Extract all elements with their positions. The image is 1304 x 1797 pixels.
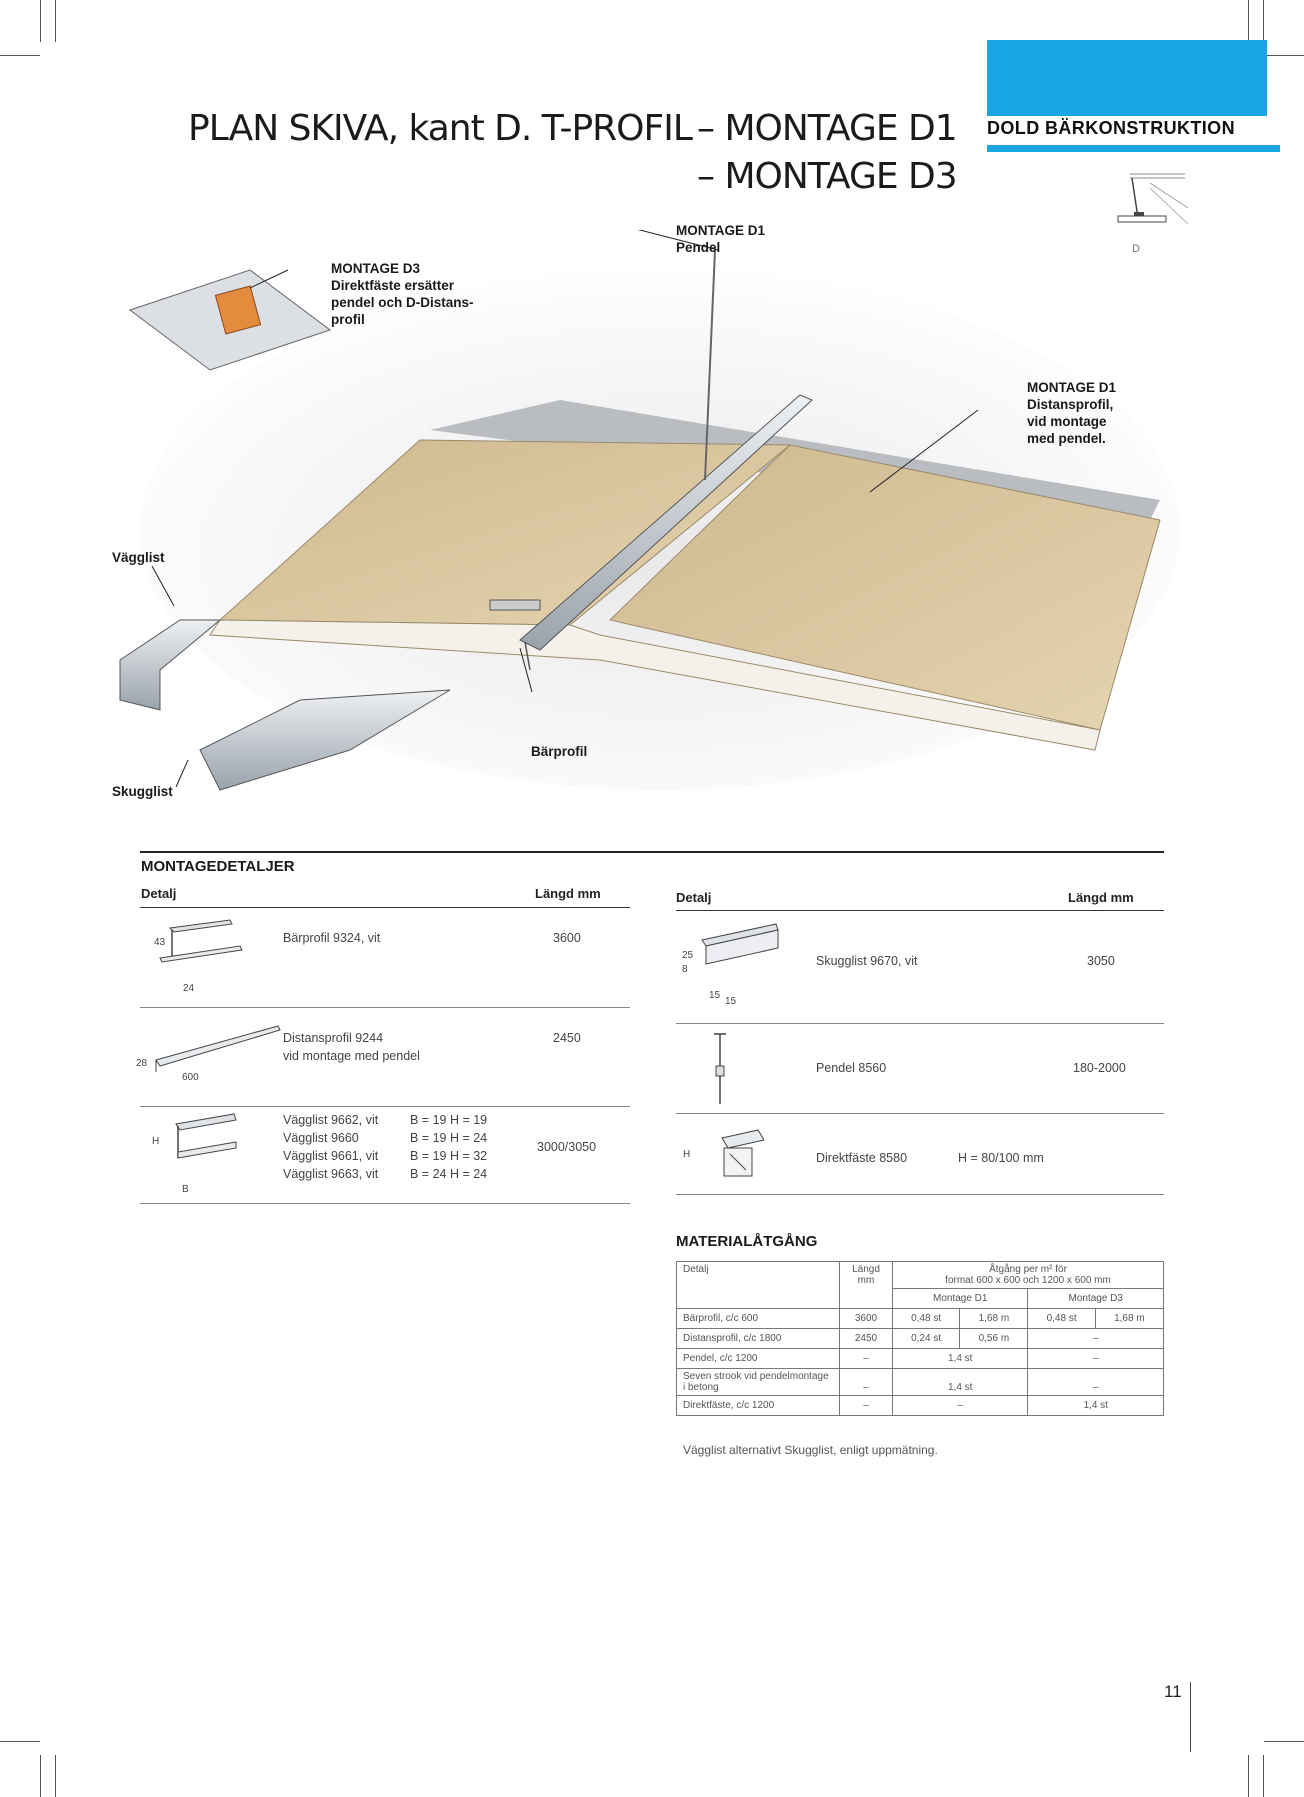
crop-mark xyxy=(40,1755,41,1797)
table-header-cell: Montage D3 xyxy=(1028,1289,1164,1309)
montage-d3-heading: – MONTAGE D3 xyxy=(697,156,957,197)
left-col-length-header: Längd mm xyxy=(535,886,601,901)
table-cell xyxy=(677,1369,840,1396)
row-divider xyxy=(140,1106,630,1107)
pendel-drawing xyxy=(700,1030,740,1110)
right-col-detail-header: Detalj xyxy=(676,890,712,905)
table-cell: – xyxy=(840,1349,893,1369)
item-name: Vägglist 9660 xyxy=(283,1131,359,1145)
callout-skugglist: Skugglist xyxy=(112,784,173,799)
item-name: Vägglist 9661, vit xyxy=(283,1149,379,1163)
table-cell: – xyxy=(1028,1349,1164,1369)
row-divider xyxy=(676,1194,1164,1195)
callout-d1-distans xyxy=(1027,379,1116,447)
vagglist-drawing xyxy=(150,1112,250,1182)
dim-label: 24 xyxy=(183,983,195,994)
montage-d1-heading: – MONTAGE D1 xyxy=(697,108,957,149)
table-cell: Bärprofil, c/c 600 xyxy=(677,1309,840,1329)
table-row xyxy=(677,1396,1164,1416)
item-name: Pendel 8560 xyxy=(816,1061,887,1075)
page-title: PLAN SKIVA, kant D. T-PROFIL xyxy=(188,108,692,149)
row-divider xyxy=(676,910,1164,911)
dim-label: 15 xyxy=(709,990,721,1001)
dim-label: 600 xyxy=(182,1072,199,1083)
table-cell: 0,48 st xyxy=(1028,1309,1095,1329)
crop-mark xyxy=(55,1755,56,1797)
callout-line: MONTAGE D1 xyxy=(1027,380,1117,395)
dim-label: B xyxy=(182,1184,189,1195)
cell-line: i betong xyxy=(683,1382,719,1393)
item-spec: B = 19 H = 19 xyxy=(410,1113,488,1127)
montagedetaljer-heading: MONTAGEDETALJER xyxy=(141,858,295,875)
table-cell: 0,56 m xyxy=(960,1329,1028,1349)
crop-mark xyxy=(1264,1741,1304,1742)
dim-label: 28 xyxy=(136,1058,148,1069)
row-divider xyxy=(676,1023,1164,1024)
crop-mark xyxy=(1263,1755,1264,1797)
header-length-line: mm xyxy=(857,1275,875,1286)
table-cell: 0,48 st xyxy=(893,1309,960,1329)
table-header-cell xyxy=(677,1262,840,1309)
distansprofil-drawing xyxy=(150,1018,290,1078)
callout-line: pendel och D-Distans- xyxy=(331,295,474,310)
crop-mark xyxy=(1248,1755,1249,1797)
item-spec: B = 19 H = 32 xyxy=(410,1149,488,1163)
material-table xyxy=(676,1261,1164,1416)
item-length: 2450 xyxy=(553,1031,581,1045)
crop-mark xyxy=(1248,0,1249,42)
table-cell: – xyxy=(893,1396,1028,1416)
material-note: Vägglist alternativt Skugglist, enligt uppmätning. xyxy=(683,1443,938,1457)
dim-label: 25 xyxy=(682,950,694,961)
table-row xyxy=(677,1349,1164,1369)
category-tab xyxy=(987,40,1267,116)
table-header-cell xyxy=(893,1262,1164,1289)
dim-label: 43 xyxy=(154,937,166,948)
item-length: 3600 xyxy=(553,931,581,945)
barprofil-drawing xyxy=(150,918,250,988)
table-row xyxy=(677,1369,1164,1396)
crop-mark xyxy=(0,1741,40,1742)
item-name: Vägglist 9662, vit xyxy=(283,1113,379,1127)
table-header-row xyxy=(677,1262,1164,1289)
row-divider xyxy=(140,907,630,908)
item-spec: H = 80/100 mm xyxy=(958,1151,1044,1165)
table-header-cell xyxy=(840,1262,893,1309)
crop-mark xyxy=(0,55,40,56)
callout-line: Direktfäste ersätter xyxy=(331,278,455,293)
table-cell: 1,4 st xyxy=(1028,1396,1164,1416)
dim-label: H xyxy=(152,1136,160,1147)
header-need-line: format 600 x 600 och 1200 x 600 mm xyxy=(945,1275,1111,1286)
callout-line: MONTAGE D1 xyxy=(676,223,766,238)
item-name: Skugglist 9670, vit xyxy=(816,954,918,968)
table-cell: 1,68 m xyxy=(960,1309,1028,1329)
table-header-cell: Montage D1 xyxy=(893,1289,1028,1309)
table-cell: 1,68 m xyxy=(1095,1309,1163,1329)
row-divider xyxy=(140,1203,630,1204)
table-cell: Pendel, c/c 1200 xyxy=(677,1349,840,1369)
callout-line: Pendel xyxy=(676,240,721,255)
callout-d1-pendel xyxy=(676,222,765,256)
category-underline xyxy=(987,145,1280,152)
item-name: Distansprofil 9244 xyxy=(283,1031,384,1045)
crop-mark xyxy=(40,0,41,42)
dim-label: H xyxy=(683,1149,691,1160)
crop-mark xyxy=(1264,55,1304,56)
callout-d3 xyxy=(331,260,474,328)
header-detail: Detalj xyxy=(683,1264,709,1275)
callout-line: Distansprofil, xyxy=(1027,397,1114,412)
edge-code-label: D xyxy=(1132,243,1140,255)
callout-line: med pendel. xyxy=(1027,431,1106,446)
item-length: 180-2000 xyxy=(1073,1061,1126,1075)
page-number: 11 xyxy=(1164,1682,1182,1701)
ceiling-assembly-illustration xyxy=(100,230,1180,830)
table-cell: 1,4 st xyxy=(893,1369,1028,1396)
callout-line: profil xyxy=(331,312,365,327)
table-cell: Distansprofil, c/c 1800 xyxy=(677,1329,840,1349)
skugglist-drawing xyxy=(690,922,790,982)
direktfaste-drawing xyxy=(700,1124,780,1184)
callout-vagglist: Vägglist xyxy=(112,550,165,565)
header-length-line: Längd xyxy=(852,1264,880,1275)
left-col-detail-header: Detalj xyxy=(141,886,177,901)
table-row xyxy=(677,1329,1164,1349)
crop-mark xyxy=(1263,0,1264,42)
page-number-rule xyxy=(1190,1682,1191,1752)
right-col-length-header: Längd mm xyxy=(1068,890,1134,905)
table-cell: 3600 xyxy=(840,1309,893,1329)
table-cell: 0,24 st xyxy=(893,1329,960,1349)
item-name: Direktfäste 8580 xyxy=(816,1151,908,1165)
item-spec: B = 24 H = 24 xyxy=(410,1167,488,1181)
dim-label: 8 xyxy=(682,964,688,975)
cell-line: Seven strook vid pendelmontage xyxy=(683,1371,829,1382)
callout-line: MONTAGE D3 xyxy=(331,261,421,276)
table-cell: 2450 xyxy=(840,1329,893,1349)
row-divider xyxy=(140,1007,630,1008)
callout-line: vid montage xyxy=(1027,414,1107,429)
row-divider xyxy=(676,1113,1164,1114)
item-spec: B = 19 H = 24 xyxy=(410,1131,488,1145)
section-rule xyxy=(140,851,1164,853)
table-row xyxy=(677,1309,1164,1329)
item-name: vid montage med pendel xyxy=(283,1049,420,1063)
item-name: Vägglist 9663, vit xyxy=(283,1167,379,1181)
header-need-line: Åtgång per m² för xyxy=(989,1264,1067,1275)
materialatgang-heading: MATERIALÅTGÅNG xyxy=(676,1233,818,1250)
table-cell: – xyxy=(840,1369,893,1396)
table-cell: – xyxy=(1028,1369,1164,1396)
table-cell: 1,4 st xyxy=(893,1349,1028,1369)
dim-label: 15 xyxy=(725,996,737,1007)
table-cell: – xyxy=(1028,1329,1164,1349)
table-cell: Direktfäste, c/c 1200 xyxy=(677,1396,840,1416)
item-length: 3050 xyxy=(1087,954,1115,968)
category-label: DOLD BÄRKONSTRUKTION xyxy=(987,118,1235,138)
callout-barprofil: Bärprofil xyxy=(531,744,588,759)
item-length: 3000/3050 xyxy=(537,1140,597,1154)
table-cell: – xyxy=(840,1396,893,1416)
item-name: Bärprofil 9324, vit xyxy=(283,931,381,945)
crop-mark xyxy=(55,0,56,42)
